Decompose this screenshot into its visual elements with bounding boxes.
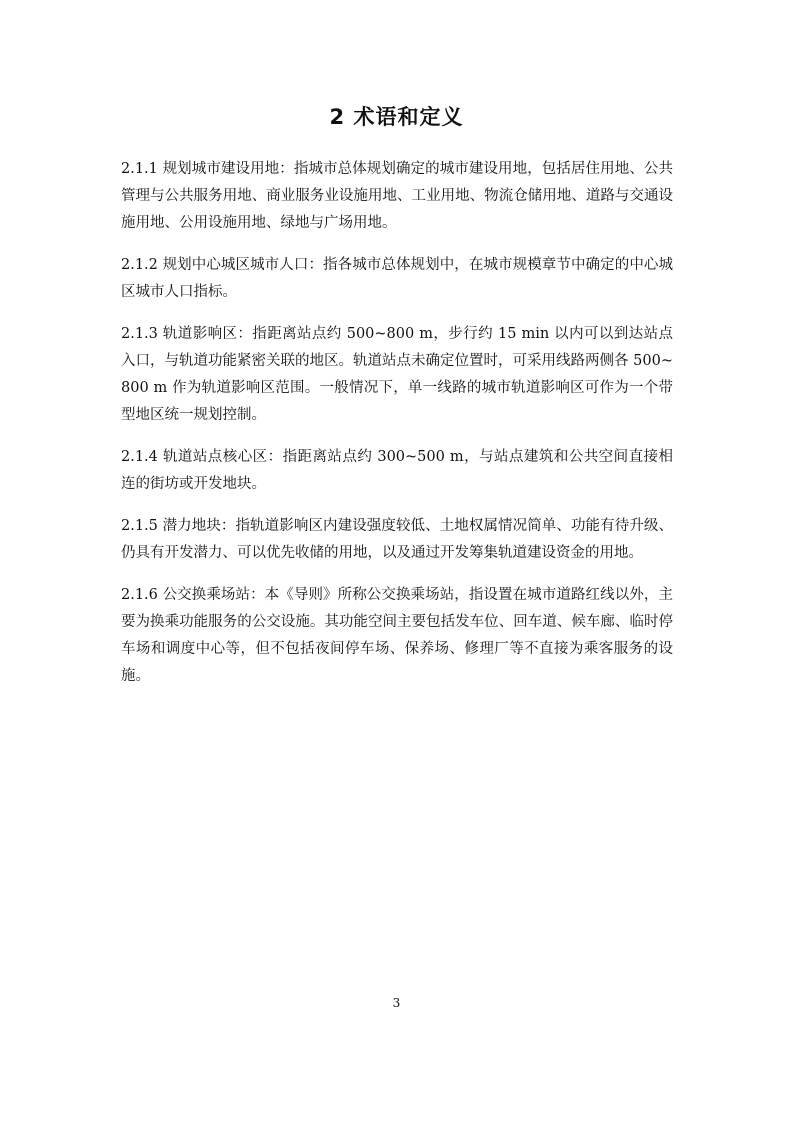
- term-2-1-2: 2.1.2 规划中心城区城市人口：指各城市总体规划中，在城市规模章节中确定的中心城区城市人口指标。: [121, 257, 673, 300]
- term-2-1-4: 2.1.4 轨道站点核心区：指距离站点约 300~500 m，与站点建筑和公共空间直接相连的街坊或开发地块。: [121, 449, 673, 492]
- page-number: 3: [392, 996, 401, 1010]
- term-2-1-5: 2.1.5 潜力地块：指轨道影响区内建设强度较低、土地权属情况简单、功能有待升级、仍具有开发潜力、可以优先收储的用地，以及通过开发筹集轨道建设资金的用地。: [121, 518, 673, 561]
- term-2-1-6: 2.1.6 公交换乘场站：本《导则》所称公交换乘场站，指设置在城市道路红线以外，主要为换乘功能服务的公交设施。其功能空间主要包括发车位、回车道、候车廊、临时停车场和调度中心等，但不包括夜间停车场、保养场、修理厂等不直接为乘客服务的设施。: [121, 587, 673, 684]
- term-2-1-3: 2.1.3 轨道影响区：指距离站点约 500~800 m，步行约 15 min 以内可以到达站点入口，与轨道功能紧密关联的地区。轨道站点未确定位置时，可采用线路两侧各 500~800 m 作为轨道影响区范围。一般情况下，单一线路的城市轨道影响区可作为一个带型地区统一规划控制。: [121, 326, 673, 423]
- terms-section: [121, 156, 673, 705]
- page-title: 2 术语和定义: [329, 105, 464, 129]
- term-2-1-1: 2.1.1 规划城市建设用地：指城市总体规划确定的城市建设用地，包括居住用地、公共管理与公共服务用地、商业服务业设施用地、工业用地、物流仓储用地、道路与交通设施用地、公用设施用地、绿地与广场用地。: [121, 161, 673, 231]
